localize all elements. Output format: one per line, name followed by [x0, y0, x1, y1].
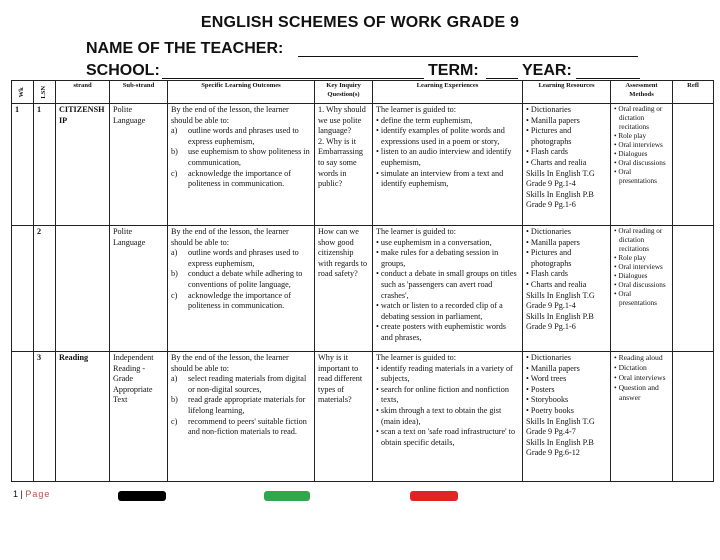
header-row [12, 81, 714, 104]
header-substrand: Sub-strand [110, 81, 168, 104]
resources-cell [523, 226, 611, 352]
outcome-item: a) outline words and phrases used to express euphemism, [171, 248, 299, 268]
experiences-cell [373, 352, 523, 482]
lesson-cell: 3 [34, 352, 56, 482]
resource-item: • Storybooks [526, 395, 569, 405]
assessment-cell [611, 104, 673, 226]
schemes-table [11, 80, 714, 482]
resource-item: • Posters [526, 384, 555, 394]
experiences-intro: The learner is guided to: [376, 353, 457, 362]
experience-item: • create posters with euphemistic words and phrases, [376, 322, 506, 342]
resource-item: • Manilla papers [526, 237, 580, 247]
substrand-cell: Polite Language [110, 226, 168, 352]
week-cell [12, 352, 34, 482]
kiq-cell: Why is it important to read different types of materials? [315, 352, 373, 482]
resources-cell [523, 352, 611, 482]
resource-item: • Manilla papers [526, 115, 580, 125]
outcomes-cell [168, 352, 315, 482]
experiences-cell [373, 104, 523, 226]
outcome-item: b) use euphemism to show politeness in communication, [171, 147, 310, 167]
experience-item: • conduct a debate in small groups on titles such as 'passengers can avert road crashes', [376, 269, 517, 300]
assessment-item: • Role play [614, 254, 647, 262]
outcome-item: a) select reading materials from digital or non-digital sources, [171, 374, 307, 394]
experiences-intro: The learner is guided to: [376, 105, 457, 114]
lesson-cell: 1 [34, 104, 56, 226]
week-cell [12, 226, 34, 352]
document-title: ENGLISH SCHEMES OF WORK GRADE 9 [200, 14, 520, 31]
kiq-cell: How can we show good citizenship with regards to road safety? [315, 226, 373, 352]
year-line[interactable] [576, 78, 640, 79]
school-name-line[interactable] [162, 78, 424, 79]
substrand-cell: Independent Reading - Grade Appropriate Text [110, 352, 168, 482]
resource-book: Skills In English P.B Grade 9 Pg.1-6 [526, 311, 594, 332]
experience-item: • identify examples of polite words and expressions used in a poem or story, [376, 126, 505, 146]
assessment-item: • Oral interviews [614, 141, 663, 149]
assessment-item: • Oral discussions [614, 281, 666, 289]
table-row [12, 352, 714, 482]
outcome-item: c) acknowledge the importance of politeness in communication. [171, 290, 291, 311]
outcomes-cell [168, 226, 315, 352]
black-bar [118, 491, 166, 501]
header-refl: Refl [673, 81, 714, 104]
substrand-cell: Polite Language [110, 104, 168, 226]
red-bar [410, 491, 458, 501]
term-label: TERM: [428, 62, 479, 79]
experience-item: • make rules for a debating session in groups, [376, 248, 499, 268]
green-bar [264, 491, 310, 501]
header-outcomes: Specific Learning Outcomes [168, 81, 315, 104]
experience-item: • watch or listen to a recorded clip of a debating session in parliament, [376, 301, 503, 321]
assessment-item: • Oral reading or dictation recitations [614, 105, 663, 131]
assessment-item: • Oral presentations [614, 290, 657, 307]
assessment-cell [611, 352, 673, 482]
page-footer [13, 489, 50, 499]
strand-cell: CITIZENSHIP [56, 104, 110, 226]
assessment-item: • Oral presentations [614, 168, 657, 185]
header-lsn: LSN [34, 81, 56, 104]
experience-item: • identify reading materials in a variety of subjects, [376, 363, 513, 384]
header-kiq: Key Inquiry Question(s) [315, 81, 373, 104]
kiq-cell: 1. Why should we use polite language? 2. Why is it Embarrassing to say some words in public? [315, 104, 373, 226]
experiences-cell [373, 226, 523, 352]
table-row [12, 226, 714, 352]
resource-item: • Dictionaries [526, 227, 571, 236]
assessment-item: • Oral reading or dictation recitations [614, 227, 663, 253]
resources-cell [523, 104, 611, 226]
experiences-intro: The learner is guided to: [376, 227, 457, 236]
resource-item: • Dictionaries [526, 353, 571, 362]
experience-item: • skim through a text to obtain the gist (main idea), [376, 405, 502, 426]
header-wk: Wk [12, 81, 34, 104]
resource-item: • Flash cards [526, 147, 568, 157]
reflection-cell[interactable] [673, 226, 714, 352]
outcome-item: c) acknowledge the importance of politeness in communication. [171, 168, 291, 189]
week-cell: 1 [12, 104, 34, 226]
outcome-item: c) recommend to peers' suitable fiction and non-fiction materials to read. [171, 416, 307, 437]
resource-item: • Poetry books [526, 405, 574, 415]
table-row [12, 104, 714, 226]
experience-item: • simulate an interview from a text and identify euphemism, [376, 168, 504, 189]
resource-item: • Pictures and photographs [526, 248, 572, 268]
resource-item: • Dictionaries [526, 105, 571, 114]
resource-book: Skills In English P.B Grade 9 Pg.6-12 [526, 437, 594, 458]
outcomes-intro: By the end of the lesson, the learner should be able to: [171, 227, 289, 247]
outcomes-intro: By the end of the lesson, the learner should be able to: [171, 353, 289, 373]
assessment-item: • Oral interviews [614, 263, 663, 271]
resource-book: Skills In English T.G Grade 9 Pg.1-4 [526, 168, 595, 189]
strand-cell: Reading [56, 352, 110, 482]
resource-book: Skills In English T.G Grade 9 Pg.1-4 [526, 290, 595, 311]
assessment-item: • Dictation [614, 363, 647, 372]
experience-item: • search for online fiction and nonfiction texts, [376, 384, 509, 405]
experience-item: • scan a text on 'safe road infrastructure' to obtain specific details, [376, 427, 516, 447]
outcome-item: b) read grade appropriate materials for lifelong learning, [171, 395, 306, 415]
resource-item: • Flash cards [526, 269, 568, 279]
experience-item: • use euphemism in a conversation, [376, 237, 492, 247]
term-line[interactable] [486, 78, 518, 79]
header-assessment: Assessment Methods [611, 81, 673, 104]
teacher-label: NAME OF THE TEACHER: [86, 40, 284, 57]
header-strand: strand [56, 81, 110, 104]
assessment-item: • Oral interviews [614, 373, 666, 382]
resource-item: • Charts and realia [526, 279, 587, 289]
outcome-item: a) outline words and phrases used to express euphemism, [171, 126, 299, 146]
resource-book: Skills In English P.B Grade 9 Pg.1-6 [526, 189, 594, 210]
assessment-item: • Reading aloud [614, 353, 663, 362]
strand-cell [56, 226, 110, 352]
year-label: YEAR: [522, 62, 572, 79]
reflection-cell[interactable] [673, 352, 714, 482]
outcomes-cell [168, 104, 315, 226]
resource-item: • Manilla papers [526, 363, 580, 373]
assessment-item: • Oral discussions [614, 159, 666, 167]
resource-item: • Charts and realia [526, 157, 587, 167]
page-word: Page [25, 489, 51, 499]
reflection-cell[interactable] [673, 104, 714, 226]
outcomes-intro: By the end of the lesson, the learner should be able to: [171, 105, 289, 125]
lesson-cell: 2 [34, 226, 56, 352]
page-number: 1 | [13, 489, 23, 499]
assessment-item: • Role play [614, 132, 647, 140]
assessment-cell [611, 226, 673, 352]
teacher-name-line[interactable] [298, 56, 638, 57]
resource-item: • Word trees [526, 374, 567, 384]
resource-item: • Pictures and photographs [526, 126, 572, 146]
experience-item: • listen to an audio interview and identify euphemism, [376, 147, 512, 167]
outcome-item: b) conduct a debate while adhering to conventions of polite language, [171, 269, 303, 289]
assessment-item: • Dialogues [614, 272, 648, 280]
school-label: SCHOOL: [86, 62, 160, 79]
header-experiences: Learning Experiences [373, 81, 523, 104]
experience-item: • define the term euphemism, [376, 115, 473, 125]
header-resources: Learning Resources [523, 81, 611, 104]
assessment-item: • Dialogues [614, 150, 648, 158]
resource-book: Skills In English T.G Grade 9 Pg.4-7 [526, 416, 595, 437]
assessment-item: • Question and answer [614, 383, 659, 402]
